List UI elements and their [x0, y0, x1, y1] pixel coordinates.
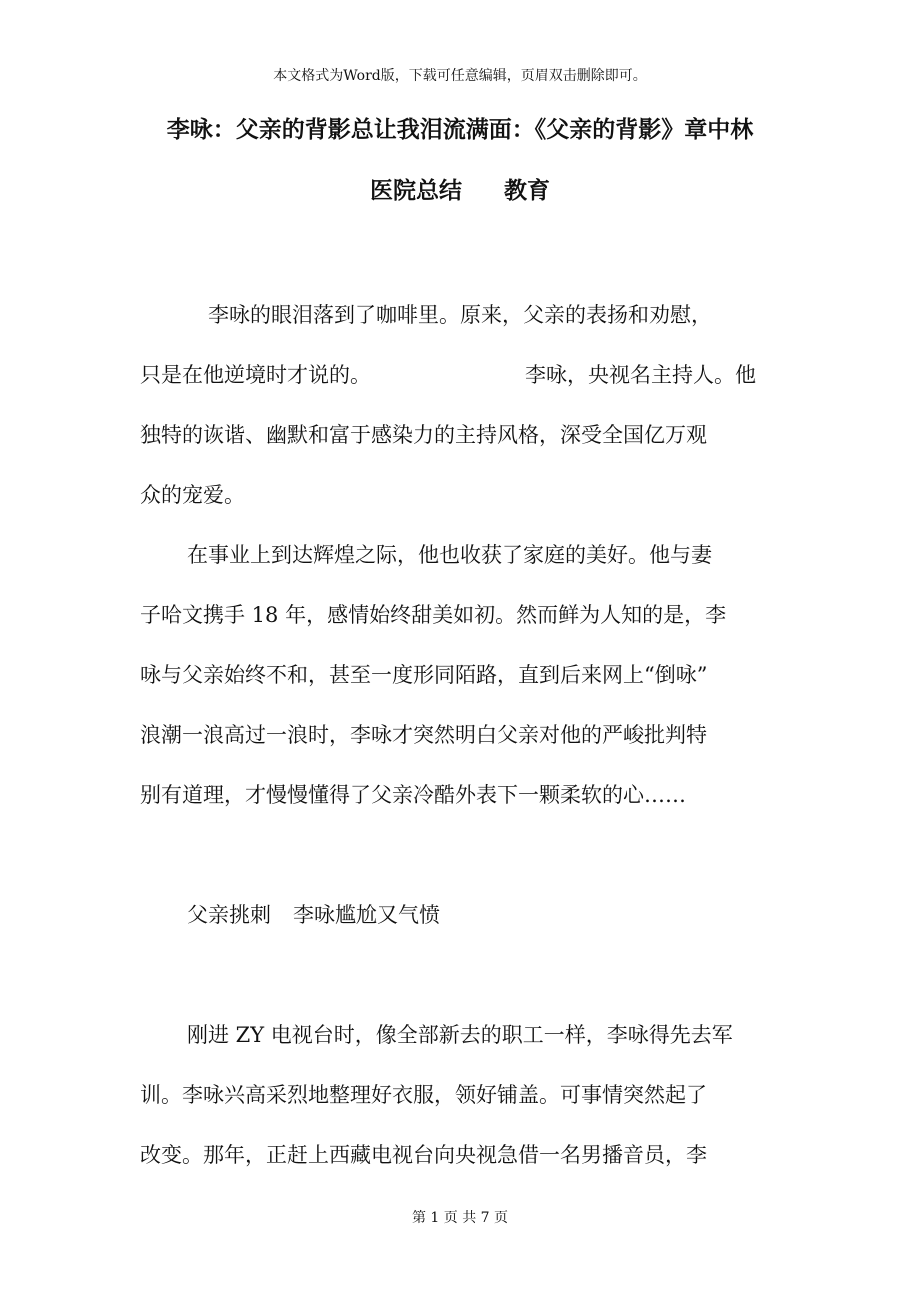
paragraph-2-line-5: 别有道理，才慢慢懂得了父亲冷酷外表下一颗柔软的心……	[140, 783, 686, 807]
paragraph-3-line-1: 刚进 ZY 电视台时，像全部新去的职工一样，李咏得先去军	[187, 1023, 733, 1047]
paragraph-1-line-3: 独特的诙谐、幽默和富于感染力的主持风格，深受全国亿万观	[140, 423, 707, 447]
header-note: 本文格式为Word版，下载可任意编辑，页眉双击删除即可。	[273, 68, 647, 84]
title-part-1: 医院总结	[370, 177, 462, 204]
title-part-2: 教育	[504, 177, 550, 204]
paragraph-3-line-2: 训。李咏兴高采烈地整理好衣服，领好铺盖。可事情突然起了	[140, 1083, 707, 1107]
paragraph-2-line-3: 咏与父亲始终不和，甚至一度形同陌路，直到后来网上“倒咏”	[140, 663, 708, 687]
paragraph-2-line-2: 子哈文携手 18 年，感情始终甜美如初。然而鲜为人知的是，李	[140, 603, 727, 627]
section-heading	[187, 900, 440, 930]
section-heading-b: 李咏尴尬又气愤	[293, 903, 440, 927]
document-title-line-2	[0, 175, 920, 207]
paragraph-1-line-1: 李咏的眼泪落到了咖啡里。原来，父亲的表扬和劝慰，	[208, 303, 712, 327]
paragraph-1-line-2-a: 只是在他逆境时才说的。	[140, 363, 371, 387]
document-title-line-1: 李咏：父亲的背影总让我泪流满面：《父亲的背影》章中林	[166, 116, 754, 143]
paragraph-2-line-4: 浪潮一浪高过一浪时，李咏才突然明白父亲对他的严峻批判特	[140, 723, 707, 747]
section-heading-a: 父亲挑刺	[187, 903, 271, 927]
paragraph-1-line-2	[140, 360, 756, 390]
page-footer: 第 1 页 共 7 页	[411, 1210, 509, 1226]
paragraph-2-line-1: 在事业上到达辉煌之际，他也收获了家庭的美好。他与妻	[187, 543, 712, 567]
paragraph-1-line-2-b: 李咏，央视名主持人。他	[525, 363, 756, 387]
paragraph-3-line-3: 改变。那年，正赶上西藏电视台向央视急借一名男播音员，李	[140, 1143, 707, 1167]
paragraph-1-line-4: 众的宠爱。	[140, 483, 245, 507]
